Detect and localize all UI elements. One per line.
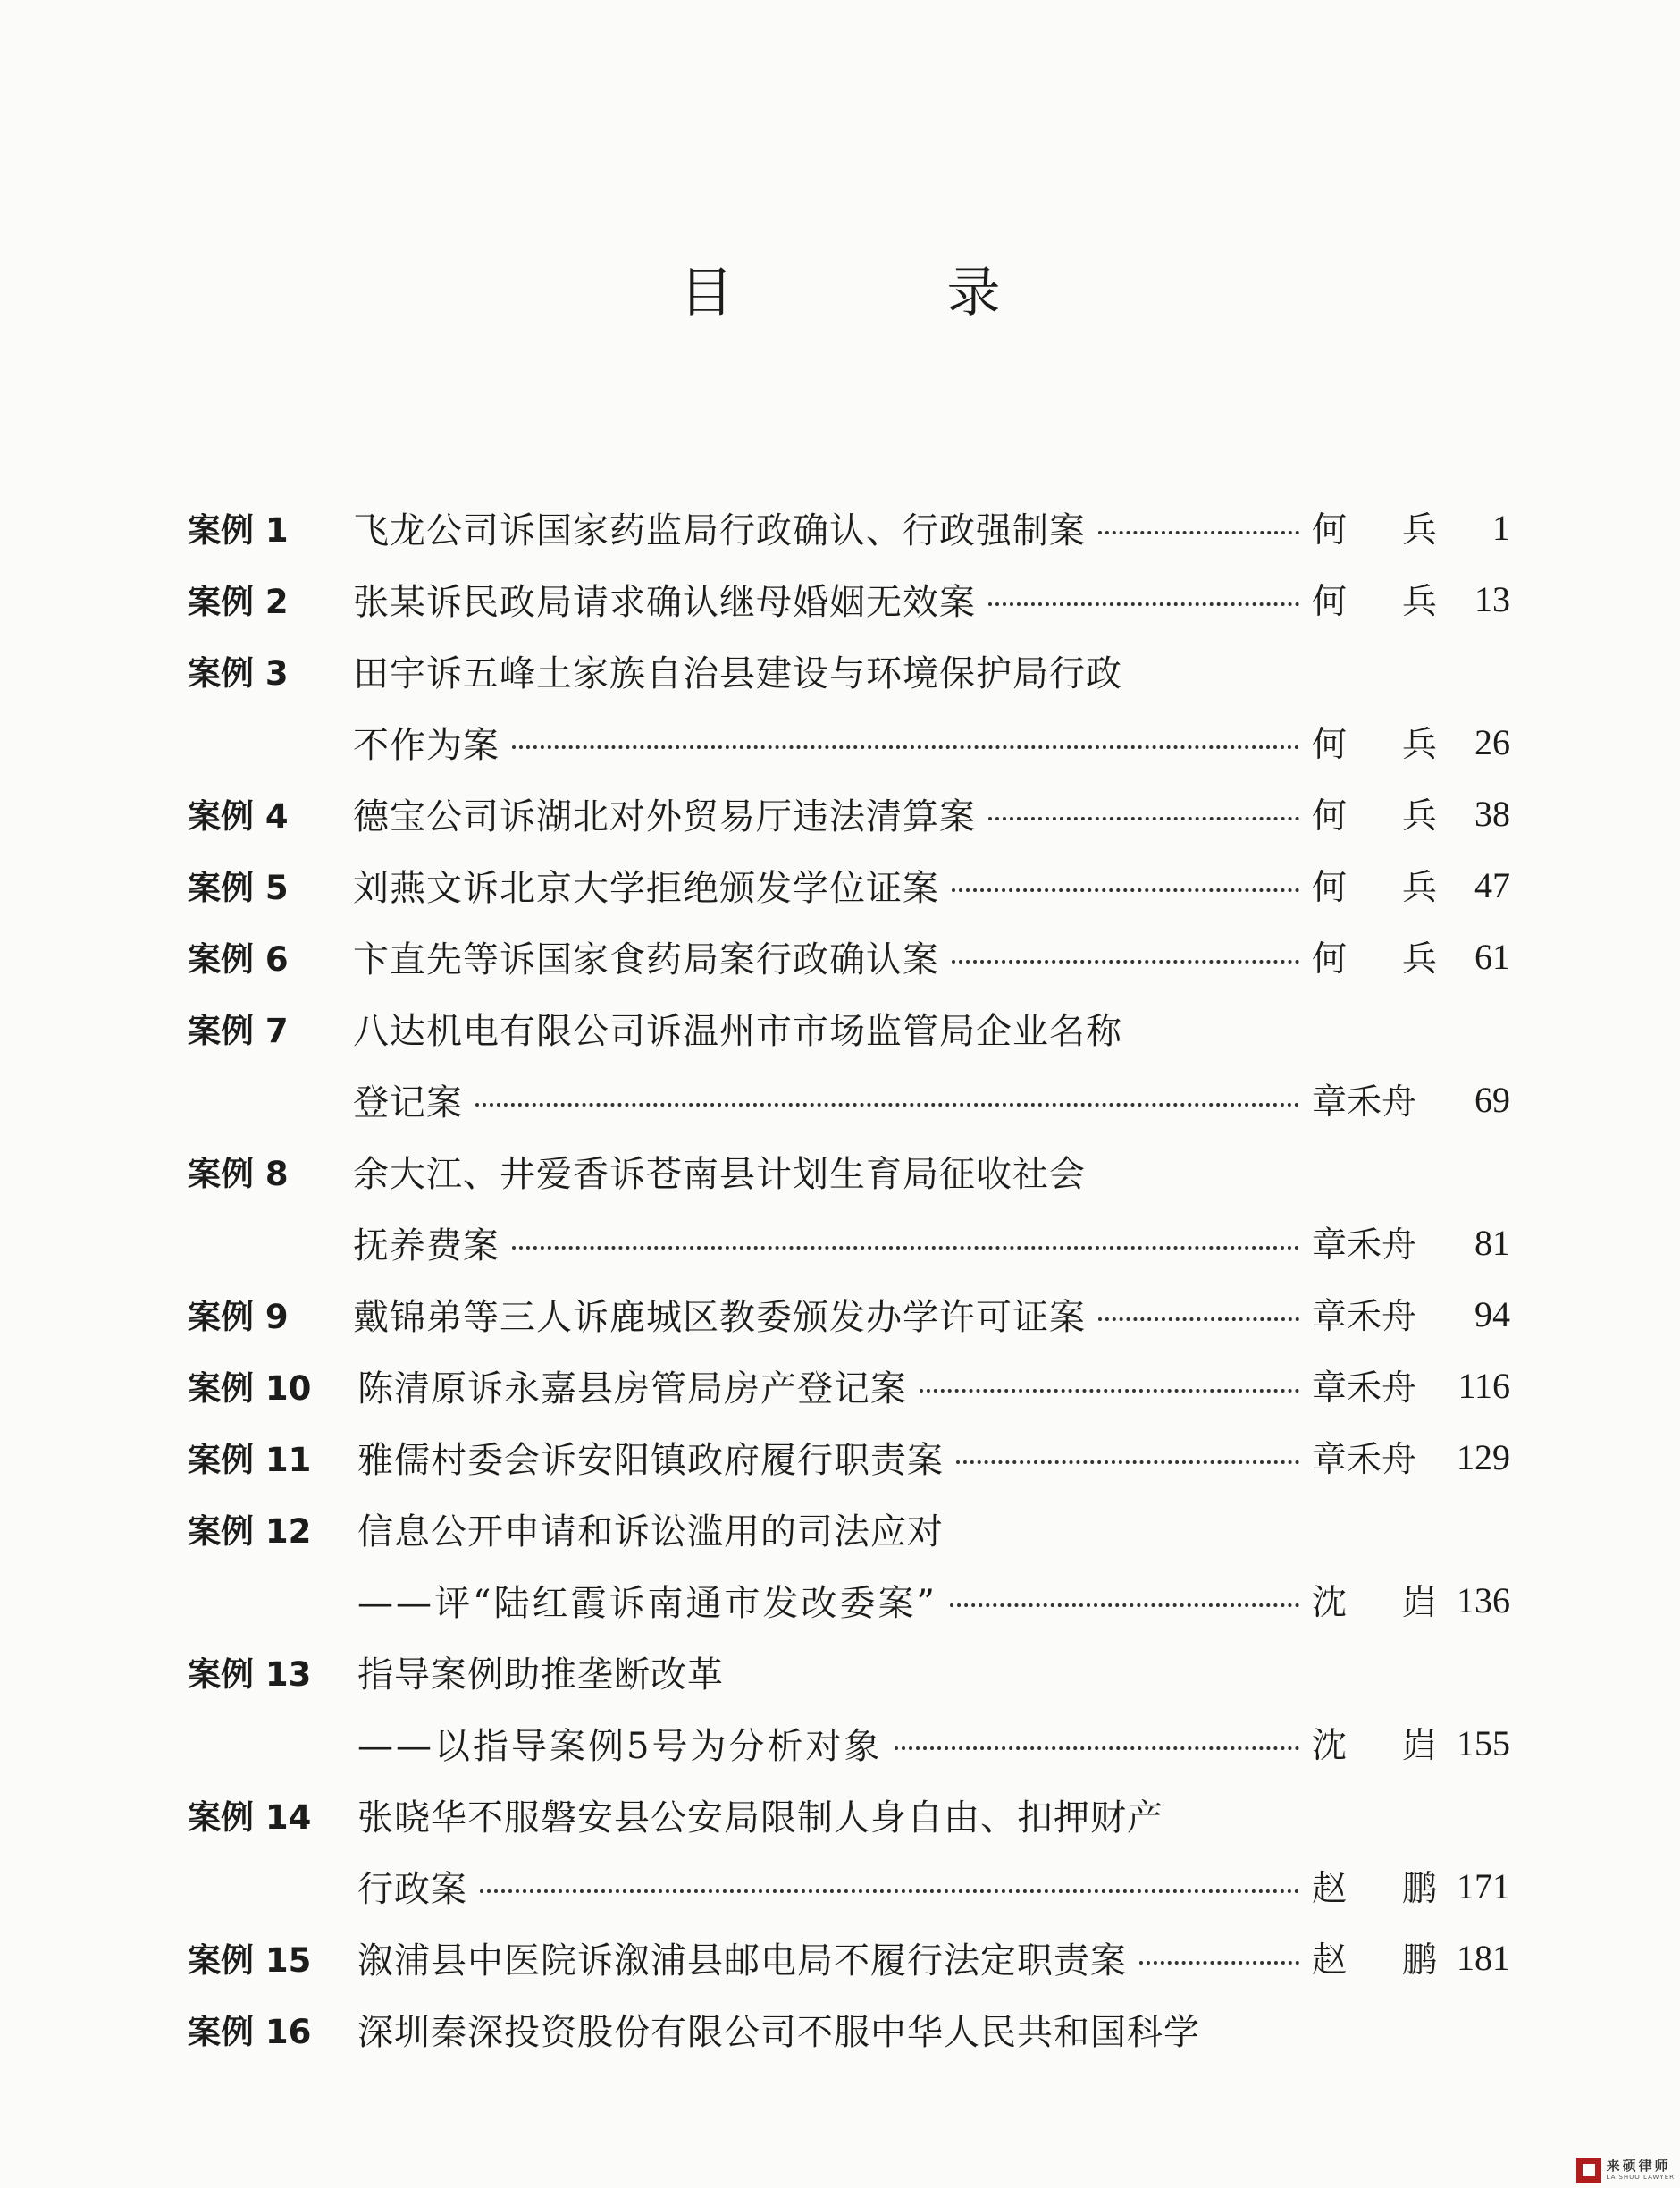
author-char: 何 bbox=[1312, 796, 1348, 837]
case-label: 案例 15 bbox=[188, 1941, 312, 1980]
toc-line bbox=[188, 1707, 1510, 1779]
toc-line bbox=[188, 992, 1510, 1064]
toc-line bbox=[188, 1850, 1510, 1922]
case-title: 行政案 bbox=[357, 1868, 467, 1910]
case-label: 案例 2 bbox=[188, 583, 289, 621]
case-title: 八达机电有限公司诉温州市市场监管局企业名称 bbox=[353, 1010, 1122, 1052]
author-char: 章禾舟 bbox=[1312, 1368, 1417, 1409]
author-char: 兵 bbox=[1401, 939, 1437, 980]
toc-line bbox=[188, 635, 1510, 706]
author-char: 沈 bbox=[1312, 1726, 1348, 1766]
toc-line bbox=[188, 778, 1510, 849]
author-char: 兵 bbox=[1401, 796, 1437, 837]
page-number: 129 bbox=[1457, 1436, 1510, 1477]
toc-line bbox=[188, 921, 1510, 992]
page-number: 94 bbox=[1474, 1293, 1510, 1334]
toc-entry bbox=[188, 992, 1510, 1135]
author-char: 鹏 bbox=[1401, 1940, 1437, 1981]
toc-line bbox=[188, 1493, 1510, 1564]
author-char: 岿 bbox=[1401, 1583, 1437, 1623]
case-label: 案例 13 bbox=[188, 1655, 312, 1694]
case-title: 卞直先等诉国家食药局案行政确认案 bbox=[353, 938, 939, 980]
case-label: 案例 3 bbox=[188, 654, 289, 693]
case-title: 余大江、井爱香诉苍南县计划生育局征收社会 bbox=[353, 1153, 1086, 1195]
case-title: 张某诉民政局请求确认继母婚姻无效案 bbox=[353, 581, 976, 623]
toc-entry bbox=[188, 1350, 1510, 1421]
author-char: 何 bbox=[1312, 582, 1348, 622]
toc-entry bbox=[188, 778, 1510, 849]
toc-entry bbox=[188, 1278, 1510, 1350]
dot-leader bbox=[1098, 1317, 1299, 1321]
dot-leader bbox=[475, 1103, 1299, 1107]
page-number: 1 bbox=[1492, 507, 1510, 548]
author-name bbox=[1312, 860, 1437, 910]
toc-entry bbox=[188, 921, 1510, 992]
toc-line bbox=[188, 563, 1510, 635]
author-name bbox=[1312, 1360, 1437, 1410]
toc-entry bbox=[188, 563, 1510, 635]
author-char: 赵 bbox=[1312, 1869, 1348, 1909]
toc-line bbox=[188, 1135, 1510, 1207]
toc-entry bbox=[188, 1636, 1510, 1779]
case-title: 田宇诉五峰土家族自治县建设与环境保护局行政 bbox=[353, 652, 1122, 694]
case-label: 案例 6 bbox=[188, 940, 289, 979]
case-title: ——以指导案例5号为分析对象 bbox=[357, 1725, 883, 1767]
author-name bbox=[1312, 1289, 1437, 1339]
author-char: 章禾舟 bbox=[1312, 1440, 1417, 1480]
dot-leader bbox=[956, 1460, 1299, 1464]
case-label: 案例 9 bbox=[188, 1298, 289, 1336]
author-char: 何 bbox=[1312, 510, 1348, 551]
author-char: 何 bbox=[1312, 939, 1348, 980]
author-name bbox=[1312, 1074, 1437, 1124]
dot-leader bbox=[512, 1246, 1299, 1250]
toc-entry bbox=[188, 492, 1510, 563]
dot-leader bbox=[1139, 1961, 1299, 1965]
case-label: 案例 11 bbox=[188, 1441, 312, 1479]
logo-name-en: LAISHUO LAWYER bbox=[1606, 2174, 1675, 2181]
dot-leader bbox=[920, 1389, 1299, 1393]
case-label: 案例 8 bbox=[188, 1155, 289, 1193]
toc-line bbox=[188, 1207, 1510, 1278]
author-char: 兵 bbox=[1401, 582, 1437, 622]
page-number: 69 bbox=[1474, 1079, 1510, 1120]
case-title: 刘燕文诉北京大学拒绝颁发学位证案 bbox=[353, 867, 939, 909]
case-label: 案例 7 bbox=[188, 1012, 289, 1050]
dot-leader bbox=[988, 817, 1299, 820]
toc-title: 目 录 bbox=[679, 262, 1099, 324]
author-char: 章禾舟 bbox=[1312, 1297, 1417, 1337]
case-title: 深圳秦深投资股份有限公司不服中华人民共和国科学 bbox=[357, 2011, 1200, 2053]
page-number: 155 bbox=[1457, 1722, 1510, 1763]
author-char: 沈 bbox=[1312, 1583, 1348, 1623]
author-char: 何 bbox=[1312, 868, 1348, 908]
toc-entry bbox=[188, 1993, 1510, 2065]
logo-name-cn: 来硕律师 bbox=[1606, 2158, 1671, 2174]
dot-leader bbox=[950, 1603, 1299, 1607]
dot-leader bbox=[480, 1889, 1299, 1893]
logo-mark-icon bbox=[1576, 2158, 1601, 2183]
toc-line bbox=[188, 1779, 1510, 1850]
author-name bbox=[1312, 1718, 1437, 1768]
case-title: 雅儒村委会诉安阳镇政府履行职责案 bbox=[357, 1439, 944, 1481]
toc-entry bbox=[188, 635, 1510, 778]
case-label: 案例 12 bbox=[188, 1512, 312, 1551]
author-name bbox=[1312, 1575, 1437, 1625]
author-name bbox=[1312, 574, 1437, 624]
author-name bbox=[1312, 717, 1437, 767]
toc-line bbox=[188, 1064, 1510, 1135]
dot-leader bbox=[988, 602, 1299, 606]
toc-entry bbox=[188, 1135, 1510, 1278]
toc-line bbox=[188, 1922, 1510, 1993]
author-name bbox=[1312, 1861, 1437, 1911]
case-title: 抚养费案 bbox=[353, 1224, 500, 1267]
case-label: 案例 5 bbox=[188, 869, 289, 907]
dot-leader bbox=[895, 1746, 1299, 1750]
case-label: 案例 4 bbox=[188, 797, 289, 836]
dot-leader bbox=[952, 888, 1299, 892]
page-number: 81 bbox=[1474, 1222, 1510, 1263]
case-title: 陈清原诉永嘉县房管局房产登记案 bbox=[357, 1368, 907, 1410]
toc-line bbox=[188, 1564, 1510, 1636]
case-label: 案例 16 bbox=[188, 2013, 312, 2051]
case-title: 信息公开申请和诉讼滥用的司法应对 bbox=[357, 1511, 944, 1553]
toc-line bbox=[188, 1993, 1510, 2065]
dot-leader bbox=[512, 745, 1299, 749]
toc-line bbox=[188, 706, 1510, 778]
author-name bbox=[1312, 931, 1437, 981]
case-title: 戴锦弟等三人诉鹿城区教委颁发办学许可证案 bbox=[353, 1296, 1086, 1338]
author-char: 章禾舟 bbox=[1312, 1225, 1417, 1266]
page-number: 38 bbox=[1474, 793, 1510, 834]
toc-entry bbox=[188, 1922, 1510, 1993]
author-name bbox=[1312, 502, 1437, 552]
publisher-logo bbox=[1576, 2158, 1675, 2183]
case-title: ——评“陆红霞诉南通市发改委案” bbox=[357, 1582, 937, 1624]
page-number: 61 bbox=[1474, 936, 1510, 977]
toc-line bbox=[188, 849, 1510, 921]
toc-line bbox=[188, 1278, 1510, 1350]
author-char: 章禾舟 bbox=[1312, 1082, 1417, 1123]
page-number: 136 bbox=[1457, 1579, 1510, 1620]
case-title: 飞龙公司诉国家药监局行政确认、行政强制案 bbox=[353, 509, 1086, 551]
author-char: 何 bbox=[1312, 725, 1348, 765]
toc-entry bbox=[188, 849, 1510, 921]
author-char: 鹏 bbox=[1401, 1869, 1437, 1909]
toc-line bbox=[188, 1421, 1510, 1493]
author-char: 岿 bbox=[1401, 1726, 1437, 1766]
table-of-contents bbox=[188, 492, 1510, 2065]
dot-leader bbox=[952, 960, 1299, 964]
case-label: 案例 10 bbox=[188, 1369, 312, 1408]
page-number: 116 bbox=[1457, 1365, 1510, 1406]
toc-entry bbox=[188, 1493, 1510, 1636]
page-number: 181 bbox=[1457, 1937, 1510, 1978]
author-name bbox=[1312, 1932, 1437, 1982]
toc-entry bbox=[188, 1779, 1510, 1922]
dot-leader bbox=[1098, 531, 1299, 534]
page-number: 26 bbox=[1474, 721, 1510, 762]
case-title: 德宝公司诉湖北对外贸易厅违法清算案 bbox=[353, 795, 976, 837]
case-title: 张晓华不服磐安县公安局限制人身自由、扣押财产 bbox=[357, 1797, 1163, 1839]
page-number: 47 bbox=[1474, 864, 1510, 905]
case-title: 指导案例助推垄断改革 bbox=[357, 1654, 724, 1696]
case-label: 案例 1 bbox=[188, 511, 289, 550]
author-name bbox=[1312, 1432, 1437, 1482]
case-title: 登记案 bbox=[353, 1081, 463, 1123]
toc-line bbox=[188, 1350, 1510, 1421]
toc-line bbox=[188, 1636, 1510, 1707]
page-number: 13 bbox=[1474, 578, 1510, 619]
author-name bbox=[1312, 788, 1437, 838]
author-char: 赵 bbox=[1312, 1940, 1348, 1981]
case-title: 不作为案 bbox=[353, 724, 500, 766]
author-char: 兵 bbox=[1401, 868, 1437, 908]
case-title: 溆浦县中医院诉溆浦县邮电局不履行法定职责案 bbox=[357, 1940, 1127, 1982]
author-name bbox=[1312, 1217, 1437, 1267]
author-char: 兵 bbox=[1401, 725, 1437, 765]
toc-entry bbox=[188, 1421, 1510, 1493]
toc-line bbox=[188, 492, 1510, 563]
case-label: 案例 14 bbox=[188, 1798, 312, 1837]
author-char: 兵 bbox=[1401, 510, 1437, 551]
page-number: 171 bbox=[1457, 1865, 1510, 1906]
